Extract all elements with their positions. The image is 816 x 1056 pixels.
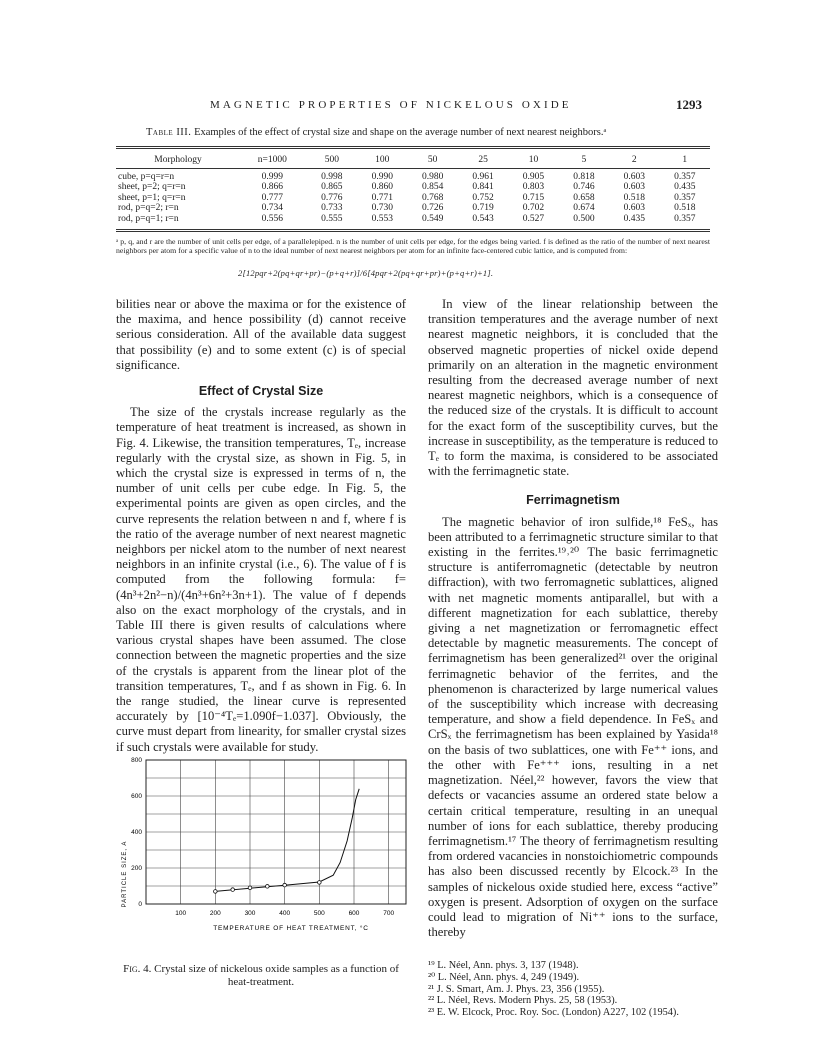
chart-points xyxy=(214,881,322,894)
table-top-rule xyxy=(116,146,710,147)
table-cell: 0.777 xyxy=(261,192,284,203)
table-caption xyxy=(146,127,606,138)
x-axis-label: TEMPERATURE OF HEAT TREATMENT, °C xyxy=(213,925,369,932)
data-point xyxy=(318,881,322,885)
table-cell: 0.357 xyxy=(674,192,696,203)
table-cell: 0.980 xyxy=(421,171,444,182)
chart-ticks xyxy=(131,757,394,917)
table-cell: 0.998 xyxy=(321,171,343,182)
table-row xyxy=(116,214,710,228)
table-row xyxy=(116,203,710,214)
x-tick-label: 100 xyxy=(175,910,187,917)
table-cell: 0.771 xyxy=(371,192,393,203)
figure-caption-text: Crystal size of nickelous oxide samples as a function of heat-treatment. xyxy=(154,963,399,988)
section-heading: Effect of Crystal Size xyxy=(198,384,324,399)
left-column xyxy=(116,297,406,755)
table-iii xyxy=(116,152,710,227)
column-header: 50 xyxy=(407,152,457,168)
paragraph: In view of the linear relationship between the transition temperatures and the average number of next nearest magnetic neighbors, it is concluded that the observed magnetic properties of nickel oxide depend primarily on an alteration in the magnetic environment resulting from the decreased average number of next nearest magnetic neighbors, which is a consequence of the reduced size of the crystals. It is difficult to account for the exact form of the susceptibility curves, but the increase in susceptibility, as the temperature is reduced to Tₑ to form the maxima, is considered to be associated with the ferrimagnetic state. xyxy=(428,297,718,479)
column-header: 25 xyxy=(458,152,508,168)
x-tick-label: 300 xyxy=(244,910,256,917)
section-heading: Ferrimagnetism xyxy=(526,493,620,508)
x-tick-label: 400 xyxy=(279,910,291,917)
table-cell: 0.860 xyxy=(371,182,393,192)
table-caption-text: Examples of the effect of crystal size and shape on the average number of next nearest neighbors.ᵃ xyxy=(194,127,607,138)
references xyxy=(428,960,718,1019)
table-cell: 0.543 xyxy=(472,213,494,224)
y-tick-label: 800 xyxy=(131,757,142,764)
table-cell: 0.803 xyxy=(522,182,545,192)
table-cell: 0.734 xyxy=(261,203,284,213)
paragraph: The size of the crystals increase regularly as the temperature of heat treatment is increased, as shown in Fig. 4. Likewise, the transition temperatures, Tₑ, increase regularly with the crystal size, as shown in Fig. 5, in which the crystal size is expressed in terms of n, the number of unit cells per cube edge. In Fig. 5, the experimental points are given as open circles, and the curve represents the relation between n and f, where f is the ratio of the average number of next nearest magnetic neighbors per nickel atom to the number of next nearest neighbors in an infinite crystal (i.e., 6). The value of f is computed from the following formula: f=(4n³+2n²−n)/(4n³+6n²+3n+1). The value of f depends also on the exact morphology of the crystals, and in Table III there is given results of calculations where various crystal shapes have been assumed. The close connection between the magnetic properties and the size of the crystals is apparent from the linear plot of the transition temperatures, Tₑ, and f as shown in Fig. 6. In the range studied, the linear curve is represented accurately by [10⁻⁴Tₑ=1.090f−1.037]. Obviously, the curve must depart from linearity, for smaller crystal sizes if such crystals were available for study. xyxy=(116,405,406,754)
x-tick-label: 600 xyxy=(348,910,360,917)
column-header: 1 xyxy=(660,152,711,168)
table-cell: 0.435 xyxy=(623,213,645,224)
table-cell: 0.357 xyxy=(674,213,696,224)
x-tick-label: 500 xyxy=(313,910,325,917)
table-cell: 0.715 xyxy=(522,192,545,203)
table-cell: 0.500 xyxy=(573,213,595,224)
table-cell: 0.990 xyxy=(371,171,393,182)
table-cell: 0.841 xyxy=(472,182,494,192)
table-cell: 0.556 xyxy=(261,213,284,224)
table-cell: 0.518 xyxy=(623,192,645,203)
reference-item: ²¹ J. S. Smart, Am. J. Phys. 23, 356 (1955). xyxy=(428,983,605,995)
table-row xyxy=(116,193,710,204)
table-footnote: ᵃ p, q, and r are the number of unit cells per edge, of a parallelepiped. n is the number of unit cells per edge, for the edges being varied. f is defined as the ratio of the number of next nearest neighbors per atom for a specific value of n to the ideal number of next nearest neighbors per atom for an infinite face-centered cubic lattice, and is computed from: xyxy=(116,237,710,255)
column-header: 500 xyxy=(307,152,357,168)
footnote-formula: 2[12pqr+2(pq+qr+pr)−(p+q+r)]/6[4pqr+2(pq+qr+pr)+(p+q+r)+1]. xyxy=(238,268,494,278)
table-label: Table III. xyxy=(146,127,192,138)
table-cell: 0.603 xyxy=(623,182,645,192)
morphology-cell: sheet, p=2; q=r=n xyxy=(118,182,186,192)
y-tick-label: 200 xyxy=(131,865,142,872)
figure-4-chart xyxy=(116,752,416,962)
morphology-cell: rod, p=q=1; r=n xyxy=(118,213,179,224)
reference-item: ²³ E. W. Elcock, Proc. Roy. Soc. (London) A227, 102 (1954). xyxy=(428,1007,679,1019)
paragraph: The magnetic behavior of iron sulfide,¹⁸ FeSₓ, has been attributed to a ferrimagnetic structure similar to that existing in the ferrites.¹⁹˒²⁰ The basic ferrimagnetic structure is antiferromagnetic (detectable by neutron diffraction), with two ferromagnetic sublattices, aligned with net magnetic moments antiparallel, but with a different magnetization for each sublattice, thereby giving a net magnetization or ferromagnetic effect detectable by magnetic measurements. The concept of ferrimagnetism has been generalized²¹ over the original ferrimagnetic behavior of the ferrites, and the phenomenon is characterized by large numerical values of the susceptibility which increase with decreasing temperature, and show a field dependence. In FeSₓ and CrSₓ the ferrimagnetism has been explained by Yasida¹⁸ on the basis of two sublattices, one with Fe⁺⁺ ions, and the other with Fe⁺⁺⁺ ions, resulting in a net magnetization. Néel,²² however, favors the view that defects or vacancies assume an ordered state below a certain critical temperature, resulting in an unequal number of ions for each sublattice, thereby producing ferrimagnetism.¹⁷ The theory of ferrimagnetism resulting from ordered vacancies in nonstoichiometric compounds has also been discussed recently by Elcock.²³ In the samples of nickelous oxide studied here, excess “active” oxygen is present. Adsorption of oxygen on the surface could lead to migration of Ni⁺⁺ ions to the surface, thereby xyxy=(428,514,718,940)
table-cell: 0.818 xyxy=(573,171,595,182)
table-cell: 0.905 xyxy=(522,171,545,182)
table-cell: 0.674 xyxy=(573,203,595,213)
page-number: 1293 xyxy=(676,97,702,112)
table-cell: 0.961 xyxy=(472,171,494,182)
y-tick-label: 600 xyxy=(131,793,142,800)
table-cell: 0.865 xyxy=(321,182,343,192)
data-point xyxy=(214,890,218,894)
table-bottom-rule xyxy=(116,229,710,230)
table-cell: 0.730 xyxy=(371,203,393,213)
table-cell: 0.776 xyxy=(321,192,343,203)
figure-caption xyxy=(116,963,406,988)
table-cell: 0.702 xyxy=(522,203,545,213)
column-header: 10 xyxy=(508,152,558,168)
paragraph: bilities near or above the maxima or for the existence of the maxima, and hence possibility (d) cannot receive serious consideration. All of the available data suggest that possibility (e) and to some extent (c) is of special significance. xyxy=(116,297,406,372)
reference-item: ²² L. Néel, Revs. Modern Phys. 25, 58 (1953). xyxy=(428,995,618,1007)
table-cell: 0.733 xyxy=(321,203,343,213)
table-row xyxy=(116,182,710,193)
table-cell: 0.854 xyxy=(421,182,444,192)
y-tick-label: 400 xyxy=(131,829,142,836)
table-cell: 0.553 xyxy=(371,213,393,224)
y-origin-label: 0 xyxy=(138,901,142,908)
table-cell: 0.518 xyxy=(674,203,696,213)
data-point xyxy=(266,885,270,889)
table-cell: 0.603 xyxy=(623,171,645,182)
table-cell: 0.866 xyxy=(261,182,284,192)
table-cell: 0.746 xyxy=(573,182,595,192)
chart-curve xyxy=(215,789,359,892)
data-point xyxy=(283,883,287,887)
table-header-row xyxy=(116,152,710,168)
data-point xyxy=(231,888,235,892)
table-cell: 0.357 xyxy=(674,171,696,182)
table-cell: 0.726 xyxy=(421,203,444,213)
x-tick-label: 700 xyxy=(383,910,395,917)
table-cell: 0.999 xyxy=(261,171,284,182)
column-header: n=1000 xyxy=(238,152,307,168)
data-curve xyxy=(215,789,359,892)
y-axis-label: PARTICLE SIZE, A xyxy=(122,840,128,908)
column-header: Morphology xyxy=(116,152,238,168)
morphology-cell: cube, p=q=r=n xyxy=(118,171,175,182)
table-cell: 0.435 xyxy=(674,182,696,192)
table-bottom-rule-2 xyxy=(116,231,710,232)
table-cell: 0.752 xyxy=(472,192,494,203)
table-row xyxy=(116,168,710,182)
figure-label: Fig. 4. xyxy=(123,963,152,975)
data-point xyxy=(248,886,252,890)
table-top-rule-2 xyxy=(116,148,710,149)
table-cell: 0.549 xyxy=(421,213,444,224)
morphology-cell: sheet, p=1; q=r=n xyxy=(118,192,186,203)
table-cell: 0.719 xyxy=(472,203,494,213)
right-column xyxy=(428,297,718,940)
column-header: 5 xyxy=(559,152,609,168)
reference-item: ²⁰ L. Néel, Ann. phys. 4, 249 (1949). xyxy=(428,971,580,983)
table-cell: 0.768 xyxy=(421,192,444,203)
table-cell: 0.527 xyxy=(522,213,545,224)
table-cell: 0.603 xyxy=(623,203,645,213)
reference-item: ¹⁹ L. Néel, Ann. phys. 3, 137 (1948). xyxy=(428,960,579,971)
chart-grid xyxy=(146,760,406,904)
x-tick-label: 200 xyxy=(209,910,221,917)
table-cell: 0.658 xyxy=(573,192,595,203)
column-header: 100 xyxy=(357,152,407,168)
morphology-cell: rod, p=q=2; r=n xyxy=(118,203,179,213)
running-title: MAGNETIC PROPERTIES OF NICKELOUS OXIDE xyxy=(210,99,572,111)
table-cell: 0.555 xyxy=(321,213,343,224)
column-header: 2 xyxy=(609,152,659,168)
